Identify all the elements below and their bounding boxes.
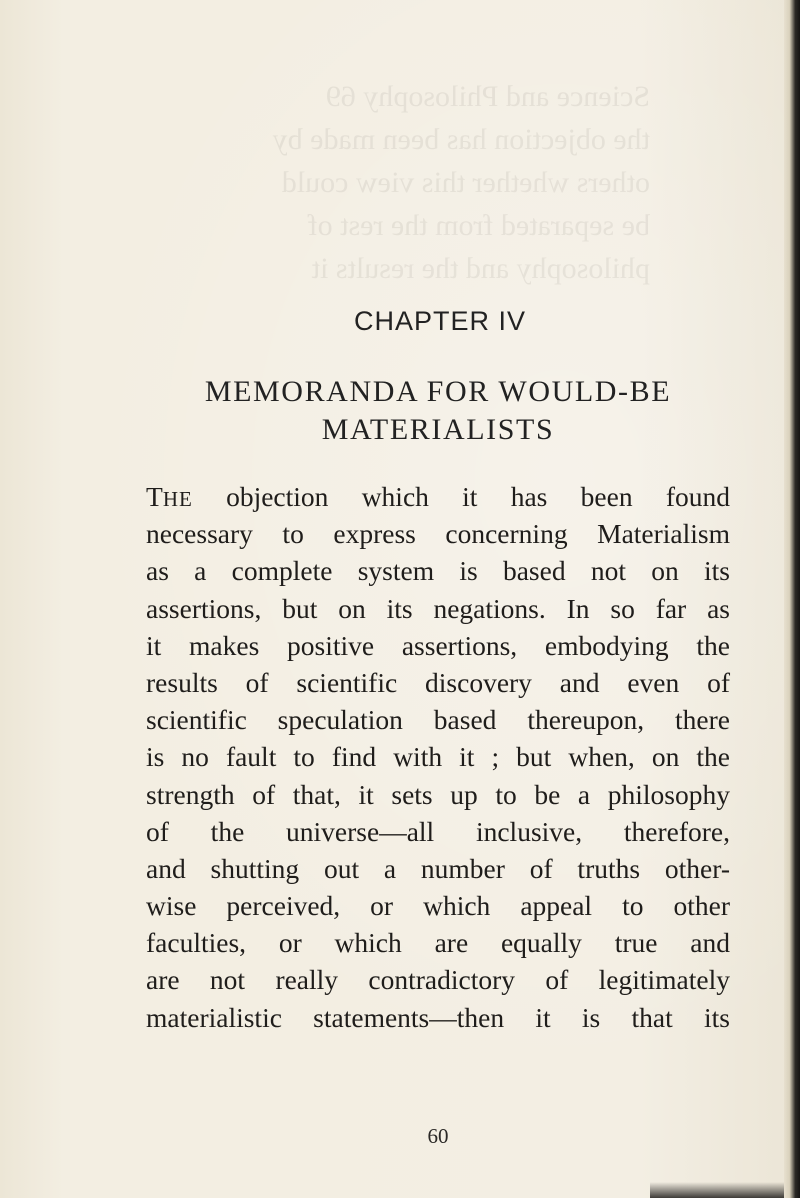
paragraph-line: are not really contradictory of legitimately — [146, 964, 730, 996]
paragraph-line: scientific speculation based thereupon, there — [146, 704, 730, 736]
paragraph-line: of the universe—all inclusive, therefore, — [146, 815, 730, 847]
paragraph-line: as a complete system is based not on its — [146, 555, 730, 587]
paragraph-line: results of scientific discovery and even of — [146, 666, 730, 698]
first-word-initial: T — [146, 481, 163, 512]
first-word-small-caps: HE — [162, 487, 193, 511]
chapter-title-line-2: MATERIALISTS — [321, 413, 555, 446]
show-through-text: Science and Philosophy 69 the objection has been made by others whether this view could be separated from the rest of philosophy and the results it — [272, 80, 650, 285]
chapter-title — [0, 373, 800, 449]
paragraph-line: and shutting out a number of truths other- — [146, 852, 730, 884]
paragraph-line: is no fault to find with it ; but when, on the — [146, 741, 730, 773]
chapter-heading: CHAPTER IV — [353, 306, 527, 336]
page-corner-shadow — [650, 1182, 784, 1198]
paragraph-line-1-text: objection which it has been found — [192, 481, 730, 512]
paragraph-line: strength of that, it sets up to be a philosophy — [146, 778, 730, 810]
paragraph-line: assertions, but on its negations. In so far as — [146, 592, 730, 624]
page-edge-shadow — [784, 0, 800, 1198]
paragraph-line: necessary to express concerning Materialism — [146, 518, 730, 550]
page-number: 60 — [427, 1124, 449, 1148]
paragraph-line: faculties, or which are equally true and — [146, 927, 730, 959]
paragraph-line: materialistic statements—then it is that its — [146, 1001, 730, 1033]
chapter-title-line-1: MEMORANDA FOR WOULD-BE — [204, 375, 672, 408]
body-paragraph — [146, 478, 730, 1036]
paragraph-line: wise perceived, or which appeal to other — [146, 890, 730, 922]
paragraph-line: it makes positive assertions, embodying the — [146, 629, 730, 661]
paragraph-line — [146, 478, 730, 515]
